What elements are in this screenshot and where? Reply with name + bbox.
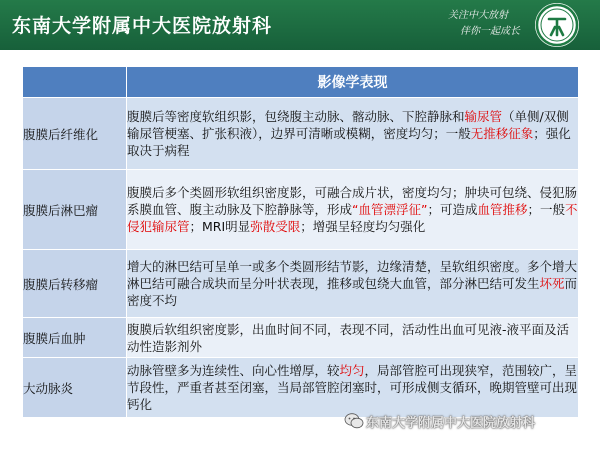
table-row bbox=[23, 170, 579, 250]
watermark-text: 东南大学附属中大医院放射科 bbox=[366, 416, 536, 431]
slogan-line-1: 关注中大放射 bbox=[448, 10, 508, 21]
description-text: （单侧/双侧输尿管梗塞、扩张积液），边界可清晰或模糊，密度均匀；一般 bbox=[127, 109, 569, 141]
description-text: 而密度不均 bbox=[127, 276, 578, 308]
row-name: 腹膜后纤维化 bbox=[23, 98, 127, 170]
table-row bbox=[23, 318, 579, 358]
highlight-text: 坏死 bbox=[539, 276, 565, 291]
table-header-row bbox=[23, 67, 579, 98]
header-blank-cell bbox=[23, 67, 127, 98]
page-title: 东南大学附属中大医院放射科 bbox=[12, 15, 273, 37]
table-row bbox=[23, 358, 579, 418]
wechat-icon bbox=[344, 412, 364, 430]
row-description bbox=[127, 170, 579, 250]
row-description bbox=[127, 98, 579, 170]
description-text: ；可造成 bbox=[427, 202, 478, 217]
imaging-table bbox=[22, 66, 579, 418]
description-text: 腹膜后多个类圆形软组织密度影，可融合成片状，密度均匀；肿块可包绕、侵犯肠系膜血管、腹主动脉及下腔静脉等，形成 bbox=[127, 185, 578, 217]
row-name: 大动脉炎 bbox=[23, 358, 127, 418]
row-name: 腹膜后淋巴瘤 bbox=[23, 170, 127, 250]
description-text: 增大的淋巴结可呈单一或多个类圆形结节影，边缘清楚，呈软组织密度。多个增大淋巴结可融合成块而呈分叶状表现，推移或包绕大血管，部分淋巴结可发生 bbox=[127, 259, 578, 291]
description-text: ，局部管腔可出现狭窄，范围较广，呈节段性，严重者甚至闭塞，当局部管腔闭塞时，可形成侧支循环，晚期管壁可出现钙化 bbox=[127, 363, 578, 412]
highlight-text: 血管推移 bbox=[477, 202, 528, 217]
row-name: 腹膜后转移瘤 bbox=[23, 250, 127, 318]
slogan bbox=[430, 8, 530, 40]
row-name: 腹膜后血肿 bbox=[23, 318, 127, 358]
table-row bbox=[23, 250, 579, 318]
row-description bbox=[127, 358, 579, 418]
slogan-line-2: 伴你一起成长 bbox=[460, 26, 520, 37]
row-description bbox=[127, 250, 579, 318]
column-header: 影像学表现 bbox=[127, 67, 579, 98]
description-text: ；MRI明显 bbox=[189, 219, 251, 234]
row-description bbox=[127, 318, 579, 358]
highlight-text: “血管漂浮征” bbox=[352, 202, 428, 217]
header-bar bbox=[0, 0, 600, 50]
description-text: ；强化取决于病程 bbox=[127, 126, 571, 158]
highlight-text: 均匀 bbox=[339, 363, 365, 378]
description-text: 腹膜后软组织密度影，出血时间不同，表现不同，活动性出血可见液-液平面及活动性造影剂外 bbox=[127, 321, 570, 354]
highlight-text: 无推移征象 bbox=[470, 126, 534, 141]
table-row bbox=[23, 98, 579, 170]
description-text: ；一般 bbox=[527, 202, 566, 217]
hospital-logo bbox=[535, 3, 579, 47]
description-text: 动脉管壁多为连续性、向心性增厚，较 bbox=[127, 363, 340, 378]
description-text: 腹膜后等密度软组织影，包绕腹主动脉、髂动脉、下腔静脉和 bbox=[127, 109, 465, 124]
highlight-text: 不侵犯输尿管 bbox=[127, 202, 578, 234]
description-text: ；增强呈轻度均匀强化 bbox=[300, 219, 426, 234]
highlight-text: 弥散受限 bbox=[250, 219, 301, 234]
highlight-text: 输尿管 bbox=[464, 109, 503, 124]
